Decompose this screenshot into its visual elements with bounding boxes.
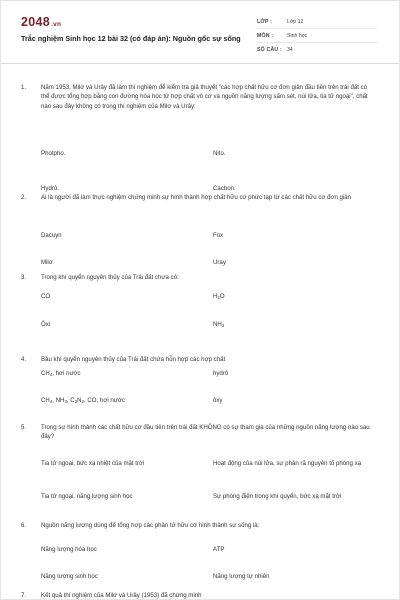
answer-option[interactable]: Năng lượng tự nhiên bbox=[213, 573, 270, 580]
answer-option[interactable]: Hoạt động của núi lửa, sự phân rã nguyên tố phóng xạ bbox=[213, 460, 362, 467]
answer-option[interactable]: Milơ bbox=[41, 259, 53, 266]
answer-option[interactable]: Năng lượng sinh học bbox=[41, 573, 98, 580]
question-text bbox=[1, 193, 400, 202]
question-text-content: Nguồn năng lượng dùng để tổng hợp các phân tử hữu cơ hình thành sự sống là: bbox=[41, 522, 260, 529]
meta-row bbox=[257, 29, 377, 43]
answer-options bbox=[1, 292, 400, 329]
question-text bbox=[1, 355, 400, 364]
answer-option[interactable]: Photpho. bbox=[41, 150, 66, 157]
answer-options bbox=[1, 459, 400, 501]
question-number: 2. bbox=[21, 194, 27, 201]
site-logo[interactable]: 2048.vn bbox=[21, 15, 62, 29]
question-text bbox=[1, 591, 400, 600]
answer-option[interactable]: Tia tử ngoại, năng lượng sinh học bbox=[41, 493, 133, 500]
question-text-content: Năm 1953, Milơ và Urây đã làm thí nghiệm để kiểm tra giả thuyết "các hợp chất hữu cơ đơn giản đầu tiên trên trái đất có thể được tổng hợp bằng con đường hóa học từ hợp chất vô cơ và nguồn năng lượng sấm sét, núi lửa, tia tử ngoại", chất nào sau đây không có trong thí nghiệm của Milơ và Urây: bbox=[41, 84, 368, 110]
meta-value: Lớp 12 bbox=[287, 18, 304, 25]
answer-option[interactable]: Nito. bbox=[213, 150, 226, 157]
answer-option[interactable]: Ôxi bbox=[41, 321, 51, 328]
question-number: 6. bbox=[21, 522, 27, 529]
meta-row bbox=[257, 15, 377, 29]
answer-option[interactable]: hydrô bbox=[213, 370, 229, 377]
question-number: 7. bbox=[21, 592, 27, 599]
meta-value: 34 bbox=[287, 46, 293, 53]
question-text-content: Trong sự hình thành các chất hữu cơ đầu tiên trên trái đất KHÔNG có sự tham gia của những nguồn năng lượng nào sau đây? bbox=[41, 424, 370, 441]
question-number: 4. bbox=[21, 356, 27, 363]
question-number: 3. bbox=[21, 274, 27, 281]
header bbox=[1, 1, 399, 64]
answer-option[interactable]: Uray bbox=[213, 259, 226, 266]
meta-key: SỐ CÂU : bbox=[257, 46, 282, 53]
answer-option[interactable]: Dacuyn bbox=[41, 232, 62, 239]
page-title: Trắc nghiệm Sinh học 12 bài 32 (có đáp án): Nguồn gốc sự sống bbox=[21, 34, 241, 43]
answer-option[interactable]: ôxy bbox=[213, 397, 223, 404]
answer-option[interactable]: Fox bbox=[213, 232, 224, 239]
answer-option[interactable]: $NH_3$ bbox=[213, 321, 225, 328]
question-text bbox=[1, 521, 400, 530]
question-text-content: Ai là người đã làm thực nghiệm chứng minh sự hình thành hợp chất hữu cơ phức tạp từ các chất hữu cơ đơn giản bbox=[41, 194, 352, 201]
answer-option[interactable]: $CH_4$, hơi nước bbox=[41, 370, 81, 377]
question-text-content: Bầu khí quyển nguyên thủy của Trái đất chứa hỗn hợp các hợp chất bbox=[41, 356, 226, 363]
question-text bbox=[1, 273, 400, 282]
question-block bbox=[1, 423, 400, 500]
answer-options bbox=[1, 149, 400, 193]
answer-option[interactable]: CO bbox=[41, 293, 51, 300]
answer-option[interactable]: Tia tử ngoại, bức xạ nhiệt của mặt trời bbox=[41, 460, 145, 467]
answer-options bbox=[1, 231, 400, 267]
answer-option[interactable]: ATP bbox=[213, 546, 225, 553]
answer-option[interactable]: Sự phóng điện trong khí quyển, bức xạ mặt trời bbox=[213, 493, 342, 500]
question-block bbox=[1, 521, 400, 580]
answer-option[interactable]: $H_2O$ bbox=[213, 293, 225, 300]
answer-option[interactable]: $CH_4$, $NH_3$, $C_2N_2$, CO, hơi nước bbox=[41, 397, 125, 404]
question-number: 1. bbox=[21, 84, 27, 91]
meta-table bbox=[257, 15, 377, 56]
question-text bbox=[1, 83, 400, 111]
question-block bbox=[1, 591, 400, 600]
answer-option[interactable]: Cacbon. bbox=[213, 185, 236, 192]
meta-value: Sinh học bbox=[287, 32, 308, 39]
question-text bbox=[1, 423, 400, 442]
question-text-content: Trong khí quyển nguyên thủy của Trái đất chưa có: bbox=[41, 274, 179, 281]
answer-option[interactable]: Hydrô. bbox=[41, 185, 59, 192]
question-block bbox=[1, 193, 400, 266]
meta-row bbox=[257, 43, 377, 56]
question-block bbox=[1, 273, 400, 328]
meta-key: LỚP : bbox=[257, 18, 273, 25]
answer-options bbox=[1, 545, 400, 581]
question-block bbox=[1, 355, 400, 404]
question-text-content: Kết quả thí nghiệm của Milơ và Urây (1953) đã chứng minh bbox=[41, 592, 202, 599]
question-number: 5. bbox=[21, 424, 27, 431]
meta-key: MÔN : bbox=[257, 32, 274, 39]
question-block bbox=[1, 83, 400, 192]
answer-option[interactable]: Năng lượng hóa học bbox=[41, 546, 97, 553]
answer-options bbox=[1, 369, 400, 405]
